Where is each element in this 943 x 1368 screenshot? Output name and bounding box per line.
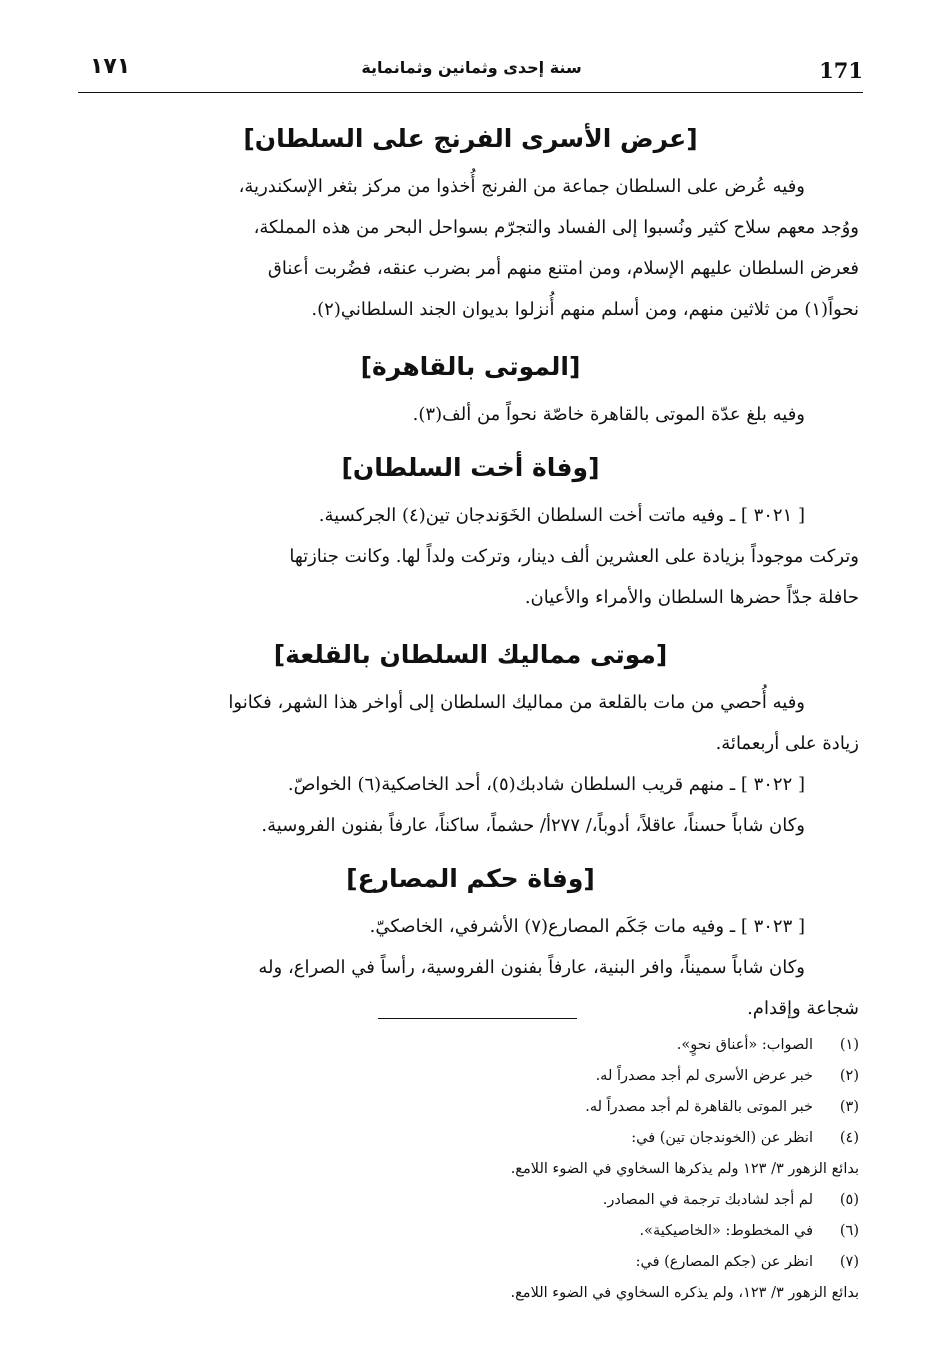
footnote-number: (٥) (839, 1192, 859, 1208)
footnote-text: انظر عن (جكم المصارع) في: (635, 1254, 813, 1270)
section-heading: [الموتى بالقاهرة] (360, 352, 581, 381)
main-text (82, 112, 859, 1029)
footnote-number: (١) (839, 1037, 859, 1053)
paragraph-line: وتركت موجوداً بزيادة على العشرين ألف دينار، وتركت ولداً لها. وكانت جنازتها (289, 546, 859, 567)
footnote-number: (٢) (839, 1068, 859, 1084)
paragraph-line: ووُجد معهم سلاح كثير ونُسبوا إلى الفساد والتجرّم بسواحل البحر من هذه المملكة، (253, 217, 859, 238)
header-rule (78, 92, 863, 93)
footnote-text: لم أجد لشادبك ترجمة في المصادر. (602, 1192, 813, 1208)
paragraph-line: زيادة على أربعمائة. (715, 733, 859, 754)
running-title: سنة إحدى وثمانين وثمانماية (361, 58, 582, 77)
paragraph-line: وفيه بلغ عدّة الموتى بالقاهرة خاصّة نحواً من ألف(٣). (412, 404, 805, 425)
paragraph-line: وفيه عُرض على السلطان جماعة من الفرنج أُخذوا من مركز بثغر الإسكندرية، (238, 176, 805, 197)
biography-entry: [ ٣٠٢١ ] ـ وفيه ماتت أخت السلطان الخَوَندجان تين(٤) الجركسية. (318, 505, 805, 526)
footnote (260, 1092, 859, 1123)
section-heading: [وفاة حكم المصارع] (346, 864, 595, 893)
footnote-number: (٤) (839, 1130, 859, 1146)
biography-entry: [ ٣٠٢٣ ] ـ وفيه مات جَكَم المصارع(٧) الأشرفي، الخاصكيّ. (369, 916, 805, 937)
section-heading: [عرض الأسرى الفرنج على السلطان] (243, 124, 698, 153)
footnote-text: الصواب: «أعناق نحوٍ». (676, 1037, 813, 1053)
section-heading: [وفاة أخت السلطان] (341, 453, 600, 482)
paragraph-line: فعرض السلطان عليهم الإسلام، ومن امتنع منهم أمر بضرب عنقه، فضُربت أعناق (267, 258, 859, 279)
footnote-text: خبر الموتى بالقاهرة لم أجد مصدراً له. (585, 1099, 813, 1115)
footnote-number: (٣) (839, 1099, 859, 1115)
section-heading: [موتى مماليك السلطان بالقلعة] (273, 640, 668, 669)
footnote-continuation: بدائع الزهور ٣/ ١٢٣، ولم يذكره السخاوي في الضوء اللامع. (510, 1285, 859, 1301)
footnote-number: (٧) (839, 1254, 859, 1270)
paragraph-line: وكان شاباً حسناً، عاقلاً، أدوباً،/ ٢٧٧أ/ حشماً، ساكناً، عارفاً بفنون الفروسية. (261, 815, 805, 836)
paragraph-line: نحواً(١) من ثلاثين منهم، ومن أسلم منهم أُنزلوا بديوان الجند السلطاني(٢). (311, 299, 859, 320)
footnotes (260, 1030, 859, 1309)
page-number-arabic: ١٧١ (90, 54, 131, 79)
footnote-continuation: بدائع الزهور ٣/ ١٢٣ ولم يذكرها السخاوي في الضوء اللامع. (510, 1161, 859, 1177)
footnote-text: خبر عرض الأسرى لم أجد مصدراً له. (595, 1068, 813, 1084)
footnote (260, 1216, 859, 1247)
paragraph-line: حافلة جدّاً حضرها السلطان والأمراء والأعيان. (524, 587, 859, 608)
footnote-number: (٦) (839, 1223, 859, 1239)
footnote-text: انظر عن (الخوندجان تين) في: (631, 1130, 813, 1146)
paragraph-line: شجاعة وإقدام. (747, 998, 859, 1019)
footnote (260, 1123, 859, 1154)
biography-entry: [ ٣٠٢٢ ] ـ منهم قريب السلطان شادبك(٥)، أحد الخاصكية(٦) الخواصّ. (287, 774, 805, 795)
paragraph-line: وفيه أُحصي من مات بالقلعة من مماليك السلطان إلى أواخر هذا الشهر، فكانوا (228, 692, 805, 713)
footnote (260, 1030, 859, 1061)
page-number-latin: 171 (819, 58, 863, 83)
footnote (260, 1185, 859, 1216)
footnote-text: في المخطوط: «الخاصيكية». (639, 1223, 813, 1239)
footnote (260, 1061, 859, 1092)
footnote-rule (378, 1018, 577, 1019)
footnote (260, 1247, 859, 1278)
paragraph-line: وكان شاباً سميناً، وافر البنية، عارفاً بفنون الفروسية، رأساً في الصراع، وله (258, 957, 805, 978)
